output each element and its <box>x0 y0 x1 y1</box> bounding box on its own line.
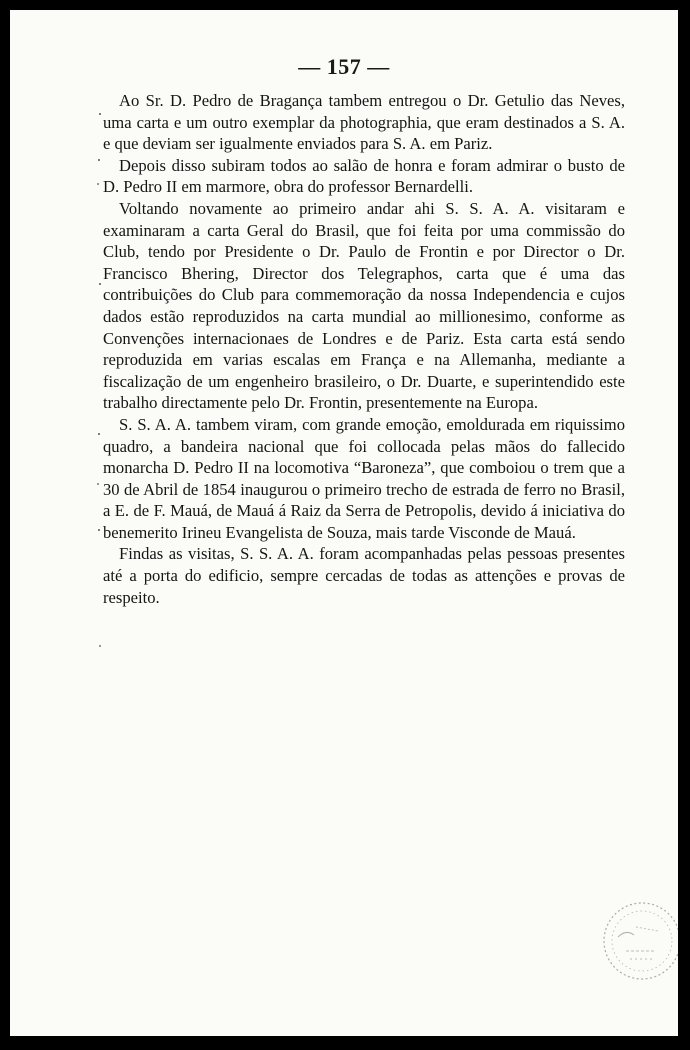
page-number: — 157 — <box>298 54 390 79</box>
paragraph: S. S. A. A. tambem viram, com grande emoção, emoldurada em riquissimo quadro, a bandeira nacional que foi collocada pelas mãos do fallecido monarcha D. Pedro II na locomotiva “Baroneza”, que comboiou o trem que a 30 de Abril de 1854 inaugurou o primeiro trecho de estrada de ferro no Brasil, a E. de F. Mauá, de Mauá á Raiz da Serra de Petropolis, devido á iniciativa do benemerito Irineu Evangelista de Souza, mais tarde Visconde de Mauá. <box>103 414 625 542</box>
paragraph: Voltando novamente ao primeiro andar ahi S. S. A. A. visitaram e examinaram a carta Geral do Brasil, que foi feita por uma commissão do Club, tendo por Presidente o Dr. Paulo de Frontin e por Director o Dr. Francisco Bhering, Director dos Telegraphos, carta que é uma das contribuições do Club para commemoração da nossa Independencia e cujos dados estão reproduzidos na carta mundial ao millionesimo, conforme as Convenções internacionaes de Londres e de Pariz. Esta carta está sendo reproduzida em varias escalas em França e na Allemanha, mediante a fiscalização de um engenheiro brasileiro, o Dr. Duarte, e superintendido este trabalho directamente pelo Dr. Frontin, presentemente na Europa. <box>103 198 625 413</box>
library-stamp-icon <box>596 895 678 987</box>
paragraph: Depois disso subiram todos ao salão de honra e foram admirar o busto de D. Pedro II em marmore, obra do professor Bernardelli. <box>103 155 625 197</box>
paragraph: Findas as visitas, S. S. A. A. foram acompanhadas pelas pessoas presentes até a porta do edificio, sempre cercadas de todas as attenções e provas de respeito. <box>103 544 625 607</box>
article-body <box>103 90 625 608</box>
document-page <box>10 10 678 1036</box>
paragraph: Ao Sr. D. Pedro de Bragança tambem entregou o Dr. Getulio das Neves, uma carta e um outro exemplar da photographia, que eram destinados a S. A. e que deviam ser igualmente enviados para S. A. em Pariz. <box>103 91 625 154</box>
